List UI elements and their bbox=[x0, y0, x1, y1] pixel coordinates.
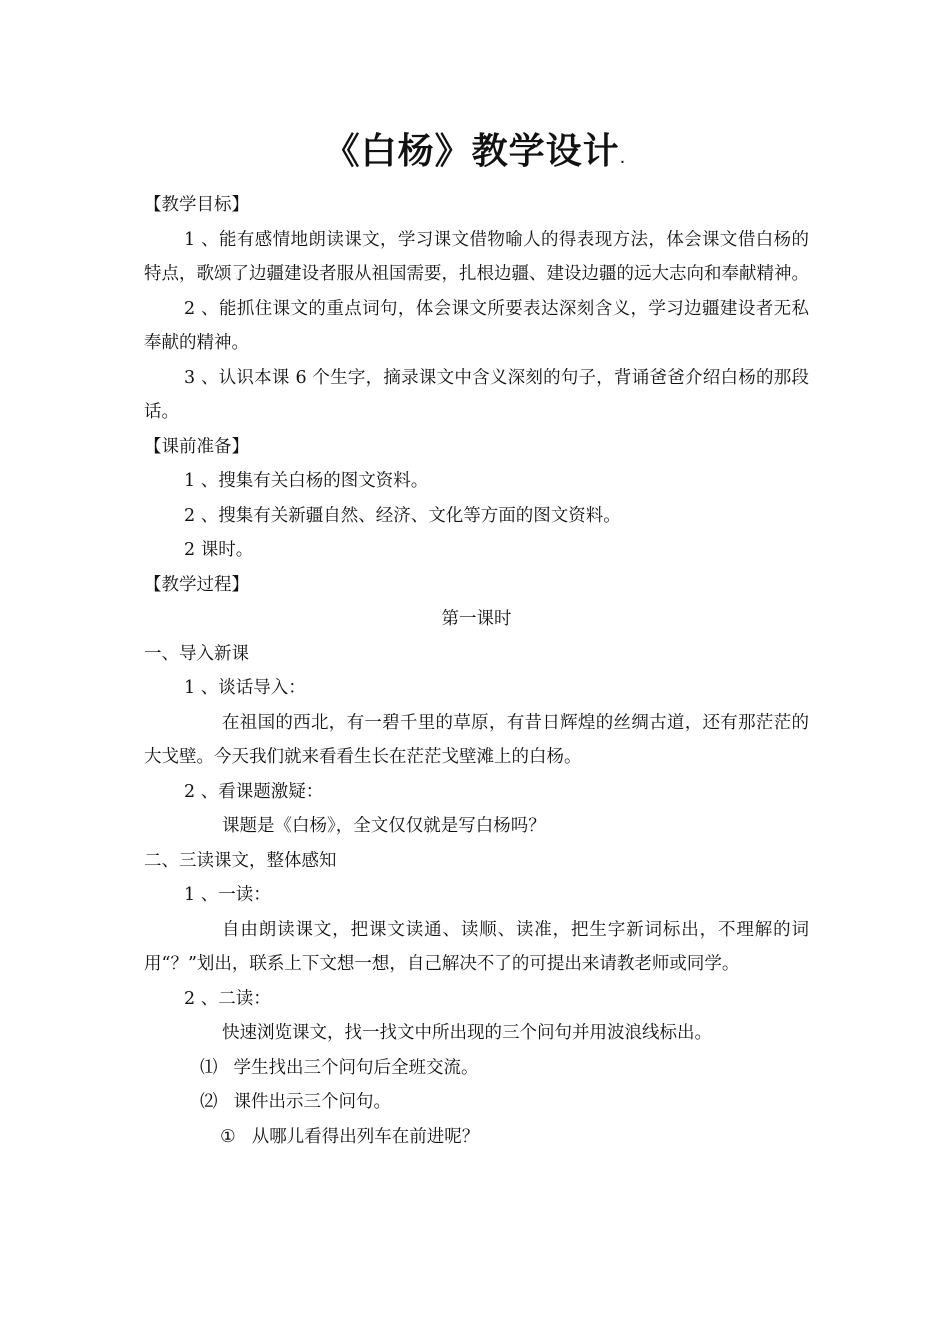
document-body bbox=[144, 188, 809, 1154]
title-text: 《白杨》教学设计 bbox=[323, 131, 620, 172]
question-item-1-text: 从哪儿看得出列车在前进呢？ bbox=[251, 1126, 480, 1147]
part1-item2-label: 2 、看课题激疑： bbox=[184, 781, 324, 802]
part2-item1-text: 自由朗读课文，把课文读通、读顺、读准，把生字新词标出，不理解的词用“？”划出，联系上下文想一想，自己解决不了的可提出来请教老师或同学。 bbox=[144, 919, 809, 974]
part1-item1-label: 1 、谈话导入： bbox=[184, 678, 306, 698]
part1-heading: 一、导入新课 bbox=[144, 643, 249, 664]
sub-item-2-text: 课件出示三个问句。 bbox=[233, 1092, 391, 1112]
sub-item-1-number: ⑴ bbox=[200, 1057, 218, 1078]
part1-item2-text: 课题是《白杨》，全文仅仅就是写白杨吗？ bbox=[222, 816, 546, 836]
title-trailing-dot: . bbox=[619, 147, 627, 168]
goal-item-1: 1 、能有感情地朗读课文，学习课文借物喻人的得表现方法，体会课文借白杨的特点，歌颂了边疆建设者服从祖国需要，扎根边疆、建设边疆的远大志向和奉献精神。 bbox=[144, 229, 809, 284]
sub-item-2-number: ⑵ bbox=[200, 1092, 218, 1112]
prep-item-1: 1 、搜集有关白杨的图文资料。 bbox=[184, 471, 429, 491]
part2-item1-label: 1 、一读： bbox=[184, 885, 271, 905]
lesson-heading: 第一课时 bbox=[441, 609, 512, 629]
sub-item-1-text: 学生找出三个问句后全班交流。 bbox=[233, 1057, 479, 1078]
part2-item2-text: 快速浏览课文，找一找文中所出现的三个问句并用波浪线标出。 bbox=[222, 1023, 712, 1043]
goal-item-3: 3 、认识本课 6 个生字，摘录课文中含义深刻的句子，背诵爸爸介绍白杨的那段话。 bbox=[144, 367, 809, 422]
process-heading: 【教学过程】 bbox=[144, 574, 249, 595]
goals-heading: 【教学目标】 bbox=[144, 195, 249, 215]
sub-item-1 bbox=[144, 1051, 809, 1086]
prep-heading: 【课前准备】 bbox=[144, 436, 249, 457]
part1-item1-text: 在祖国的西北，有一碧千里的草原，有昔日辉煌的丝绸古道，还有那茫茫的大戈壁。今天我们就来看看生长在茫茫戈壁滩上的白杨。 bbox=[144, 712, 809, 767]
part2-heading: 二、三读课文，整体感知 bbox=[144, 850, 337, 871]
question-item-1 bbox=[144, 1120, 809, 1155]
prep-item-2: 2 、搜集有关新疆自然、经济、文化等方面的图文资料。 bbox=[184, 505, 621, 526]
question-item-1-number: ① bbox=[220, 1126, 236, 1147]
document-title bbox=[0, 126, 950, 184]
sub-item-2 bbox=[144, 1085, 809, 1120]
prep-item-3: 2 课时。 bbox=[184, 540, 254, 560]
part2-item2-label: 2 、二读： bbox=[184, 988, 271, 1009]
goal-item-2: 2 、能抓住课文的重点词句，体会课文所要表达深刻含义，学习边疆建设者无私奉献的精神。 bbox=[144, 298, 809, 353]
